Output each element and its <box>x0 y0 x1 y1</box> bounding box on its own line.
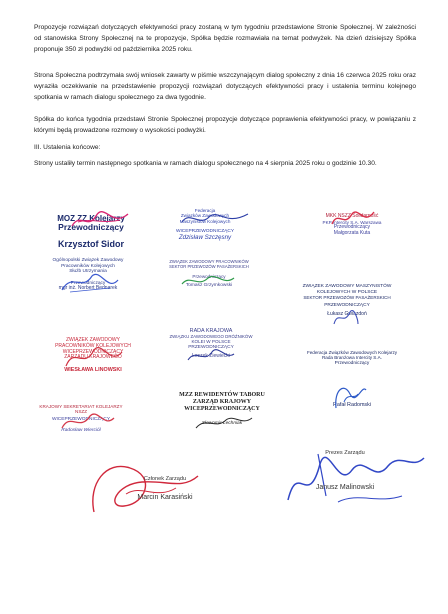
stamp-zzpp-line3: Przewodniczący <box>192 273 226 279</box>
stamp-fzzm-line4: WICEPRZEWODNICZĄCY <box>175 228 235 234</box>
stamp-zzmk-line3: SEKTOR PRZEWOZÓW PASAŻERSKICH <box>303 295 391 301</box>
stamp-rada-line3: KOLEI W POLSCE <box>191 339 231 345</box>
stamp-prezes <box>290 450 400 492</box>
section-heading-final-arrangements: III. Ustalenia końcowe: <box>34 144 101 151</box>
stamp-zzmk-line4: PRZEWODNICZĄCY <box>324 303 370 309</box>
stamp-zzpp-line4: Tomasz Grzymkowski <box>185 282 233 288</box>
stamp-fzzk-line4: Rafał Radomski <box>332 402 372 409</box>
stamp-moz-line2: Przewodniczący <box>58 222 124 233</box>
stamp-fzzk-line3: Przewodniczący <box>334 360 370 366</box>
signature-rada <box>186 346 236 366</box>
signature-zzpp <box>180 270 236 290</box>
stamp-zzpp-line1: ZWIĄZEK ZAWODOWY PRACOWNIKÓW <box>169 259 249 264</box>
signature-moz <box>70 208 130 232</box>
stamp-fzzk-line1: Federacja Związków Zawodowych Kolejarzy <box>306 350 398 355</box>
stamp-ogzz-line3: Służb Utrzymania <box>69 269 107 275</box>
stamp-rada-line2: ZWIĄZKU ZAWODOWEGO DRÓŻNIKÓW <box>169 334 253 340</box>
stamp-zzpp-line2: SEKTOR PRZEWOZÓW PASAŻERSKICH <box>169 263 249 269</box>
stamp-nszz-line2: PKP Intercity S.A. Warszawa <box>322 219 382 225</box>
stamp-ogzz-line4: Przewodniczący <box>70 280 106 286</box>
stamp-fzzm-line5: Zdzisław Szczęsny <box>178 234 232 242</box>
stamp-moz-line3: Krzysztof Sidor <box>57 238 124 249</box>
stamp-czlonek-line2: Marcin Karasiński <box>137 494 193 502</box>
paragraph-company-commitment: Spółka do końca tygodnia przedstawi Stronie Społecznej propozycje dotyczące poprawienia efektywności pracy, w powiązaniu z którymi będą prowadzone rozmowy o wysokości podwyżki. <box>34 116 416 134</box>
stamp-zzmk-line1: ZWIĄZEK ZAWODOWY MASZYNISTÓW <box>302 284 392 289</box>
stamp-prezes-line2: Janusz Malinowski <box>315 484 375 492</box>
stamp-prezes-line1: Prezes Zarządu <box>325 450 365 456</box>
stamp-moz-line1: MOZ ZZ Kolejarzy <box>57 214 125 223</box>
stamp-fzzk-line2: Rada Branżowa Intercity S.A. <box>321 355 382 361</box>
signature-fzzk <box>330 380 370 414</box>
signature-fzzm <box>180 208 250 230</box>
stamp-nszz-line1: MKK NSZZ Solidarność <box>325 213 379 219</box>
paragraph-next-meeting: Strony ustaliły termin następnego spotkania w ramach dialogu społecznego na 4 sierpnia 2025 roku o godzinie 10.30. <box>34 160 377 167</box>
stamp-fzzm-line2: Związków Zawodowych <box>180 213 230 219</box>
stamp-mzz-line4: Sławomir Lechniak <box>201 420 243 426</box>
signature-ogzz <box>60 270 120 296</box>
stamp-mzz-line1: MZZ REWIDENTÓW TABORU <box>179 392 265 398</box>
stamp-nszz-line4: Małgorzata Kuta <box>333 229 371 236</box>
stamp-rada-line1: RADA KRAJOWA <box>189 328 233 334</box>
stamp-zzmk-line5: Łukasz Gwiazdoń <box>327 310 367 317</box>
stamp-zzrk-line1: ZWIĄZEK ZAWODOWY <box>66 337 120 343</box>
stamp-ks-line4: Radosław Wierciól <box>61 428 101 434</box>
stamp-zzrk-line2: PRACOWNIKÓW KOLEJOWYCH <box>55 342 131 349</box>
stamp-mzz-line2: ZARZĄD KRAJOWY <box>192 398 252 405</box>
signature-ks <box>60 410 116 434</box>
signature-nszz <box>330 208 376 230</box>
stamp-rada-line5: Leszek Ziewiecki <box>192 353 230 360</box>
stamp-ogzz-line2: Pracowników Kolejowych <box>61 263 115 269</box>
stamp-czlonek-line1: Członek Zarządu <box>143 476 187 482</box>
stamp-nszz-line3: Przewodniczący <box>333 224 371 231</box>
stamp-ogzz-line1: Ogólnopolski Związek Zawodowy <box>52 258 124 263</box>
paragraph-proposals: Propozycje rozwiązań dotyczących efektywności pracy zostaną w tym tygodniu przedstawione Stronie Społecznej. W zależności od stanowiska Strony Społecznej na te propozycje, Spółka będzie rozmawiała na temat podwyżek. Na dzień dzisiejszy Spółka proponuje 350 zł podwyżki od października 2025 roku. <box>34 24 416 53</box>
paragraph-social-side: Strona Społeczna podtrzymała swój wniosek zawarty w piśmie wszczynającym dialog społeczny z dnia 16 czerwca 2025 roku oraz wyraziła oczekiwanie na przedstawienie propozycji rozwiązań dotyczących efektywności pracy i ustalenia terminu kolejnego spotkania w ramach dialogu społecznego za dwa tygodnie. <box>34 72 416 101</box>
stamp-ks-line3: WICEPRZEWODNICZĄCY <box>51 416 111 422</box>
stamp-ogzz-line5: mgr inż. Norbert Bednarek <box>58 285 118 292</box>
signature-zzmk <box>330 308 360 328</box>
stamp-rada-line4: PRZEWODNICZĄCY <box>188 344 234 350</box>
stamp-zzrk-line4: ZARZĄDU KRAJOWEGO <box>64 354 122 361</box>
stamp-fzzm-line1: Federacja <box>194 208 216 213</box>
signature-mzz <box>194 412 254 434</box>
signature-zzrk <box>64 342 124 372</box>
stamp-zzrk-line3: WICEPRZEWODNICZĄCY <box>62 348 124 355</box>
stamp-zzrk-line5: WIESŁAWA LINOWSKI <box>64 367 122 373</box>
stamp-ks-line2: NSZZ <box>75 409 87 415</box>
stamp-czlonek <box>110 476 220 502</box>
stamp-zzmk-line2: KOLEJOWYCH W POLSCE <box>316 289 378 295</box>
stamp-fzzm-line3: Maszynistów Kolejowych <box>179 218 231 224</box>
stamp-mzz-line3: WICEPRZEWODNICZĄCY <box>184 405 260 412</box>
stamp-ks-line1: KRAJOWY SEKRETARIAT KOLEJARZY <box>39 404 123 409</box>
